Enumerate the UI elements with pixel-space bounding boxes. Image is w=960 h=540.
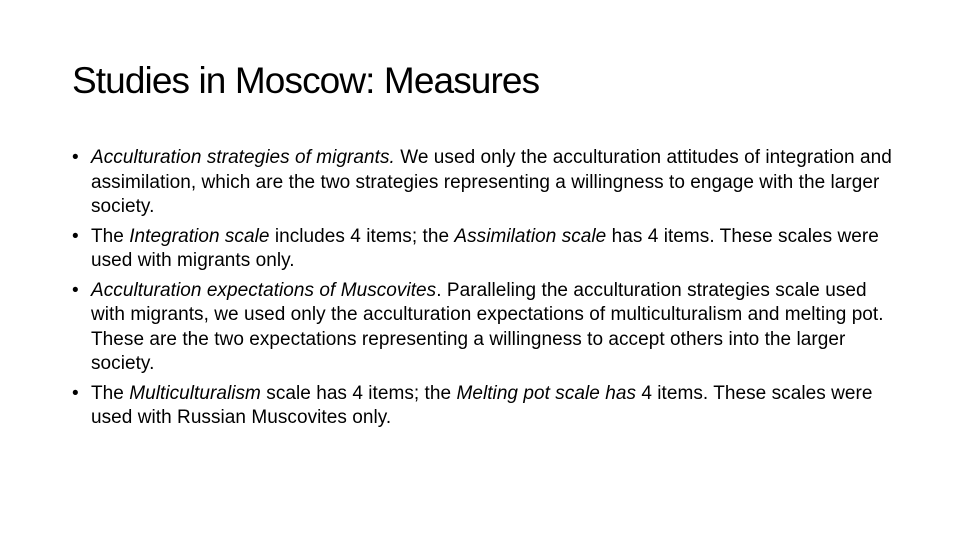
text-run: Multiculturalism [129,382,261,404]
text-run: The [91,225,130,247]
text-run: 4 items. These scales were used with Russian Muscovites only. [91,382,873,428]
bullet-list [72,146,902,436]
text-run: Assimilation scale [454,225,607,247]
bullet-item-3 [72,279,902,377]
text-run: Integration scale [129,225,270,247]
slide-title: Studies in Moscow: Measures [72,60,540,101]
text-run: scale has 4 items; the [260,382,457,404]
text-run: has 4 items. These scales were used with migrants only. [91,225,879,271]
bullet-text [91,225,902,274]
bullet-item-2 [72,225,902,274]
bullet-marker: • [72,225,79,247]
bullet-marker: • [72,147,79,168]
bullet-text [91,146,902,220]
text-run: The [91,382,130,404]
text-run: . Paralleling the acculturation strategies scale used with migrants, we used only the acculturation expectations of multiculturalism and melting pot. These are the two expectations representing a willingness to accept others into the larger society. [91,279,884,374]
text-run: Acculturation expectations of Muscovites [91,279,437,301]
text-run: includes 4 items; the [269,225,455,247]
bullet-marker: • [72,382,79,404]
bullet-marker: • [72,279,79,301]
text-run: Acculturation strategies of migrants. [91,147,395,168]
bullet-item-1 [72,146,902,220]
text-run: We used only the acculturation attitudes of integration and assimilation, which are the two strategies representing a willingness to engage with the larger society. [91,147,892,217]
bullet-item-4 [72,382,902,431]
text-run: Melting pot scale has [456,382,636,404]
bullet-text [91,279,902,377]
bullet-text [91,382,902,431]
